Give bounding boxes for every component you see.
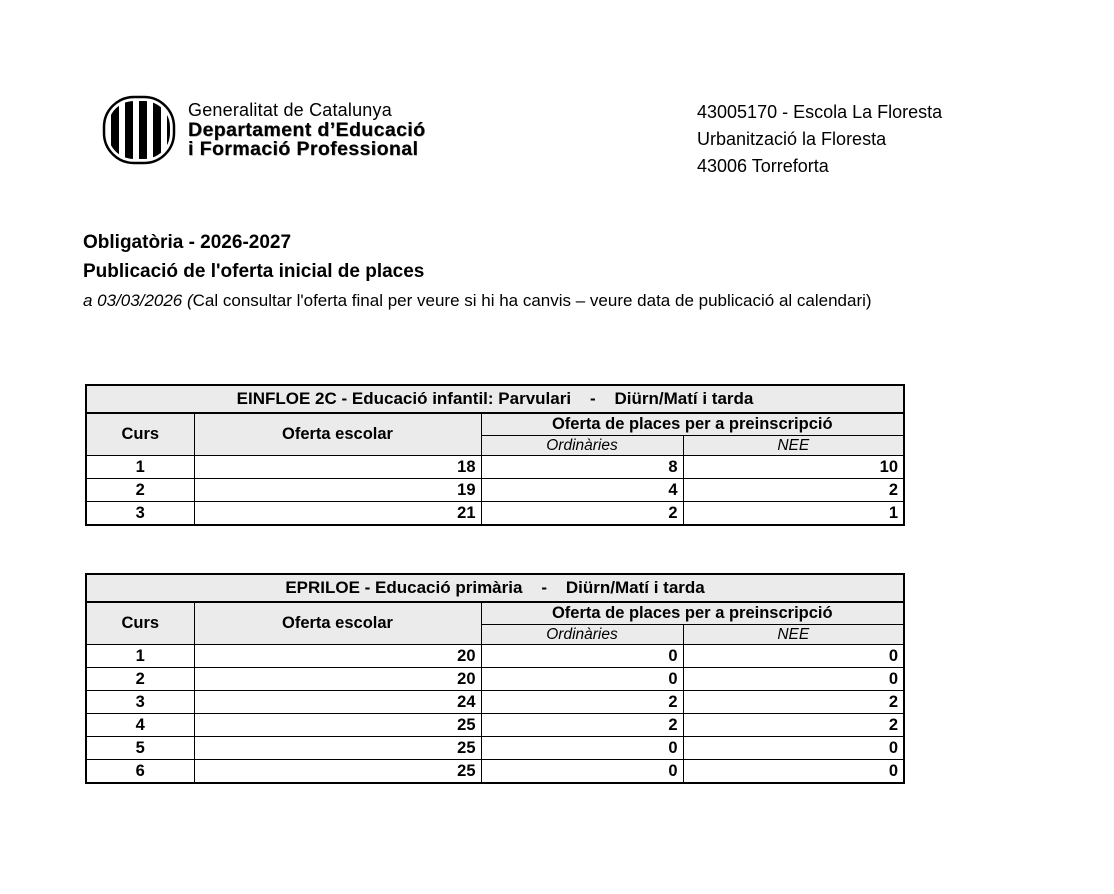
generalitat-senyera-icon	[100, 94, 178, 166]
table-row	[86, 737, 904, 760]
publication-note	[83, 286, 872, 315]
cell-nee: 0	[683, 737, 904, 760]
school-city: 43006 Torreforta	[697, 156, 829, 176]
cell-ordinaries: 2	[481, 502, 683, 526]
col-header-preinscripcio-group: Oferta de places per a preinscripció	[481, 602, 904, 625]
cell-oferta-escolar: 20	[194, 668, 481, 691]
school-address: Urbanització la Floresta	[697, 129, 887, 149]
cell-ordinaries: 0	[481, 737, 683, 760]
cell-ordinaries: 2	[481, 691, 683, 714]
cell-curs: 3	[86, 502, 194, 526]
cell-curs: 1	[86, 456, 194, 479]
logo-text-block	[188, 94, 425, 160]
table-row	[86, 691, 904, 714]
cell-oferta-escolar: 25	[194, 737, 481, 760]
cell-curs: 3	[86, 691, 194, 714]
table-row	[86, 456, 904, 479]
cell-ordinaries: 8	[481, 456, 683, 479]
cell-nee: 0	[683, 760, 904, 784]
logo-line-generalitat: Generalitat de Catalunya	[188, 100, 392, 120]
logo-line-departament: Departament d’Educació	[188, 118, 426, 141]
generalitat-header	[100, 94, 425, 166]
cell-curs: 1	[86, 645, 194, 668]
col-header-nee: NEE	[683, 436, 904, 456]
cell-curs: 6	[86, 760, 194, 784]
table-row	[86, 714, 904, 737]
col-header-ordinaries: Ordinàries	[481, 436, 683, 456]
cell-curs: 5	[86, 737, 194, 760]
cell-oferta-escolar: 20	[194, 645, 481, 668]
page-title: Publicació de l'oferta inicial de places	[83, 261, 425, 282]
col-header-nee: NEE	[683, 625, 904, 645]
cell-oferta-escolar: 24	[194, 691, 481, 714]
publication-note-text: Cal consultar l'oferta final per veure si hi ha canvis – veure data de publicació al calendari)	[192, 291, 872, 310]
cell-nee: 0	[683, 668, 904, 691]
cell-nee: 10	[683, 456, 904, 479]
col-header-curs: Curs	[86, 602, 194, 645]
offer-table-einfloe	[85, 384, 905, 526]
cell-nee: 2	[683, 691, 904, 714]
cell-nee: 2	[683, 479, 904, 502]
col-header-ordinaries: Ordinàries	[481, 625, 683, 645]
cell-oferta-escolar: 21	[194, 502, 481, 526]
cell-oferta-escolar: 25	[194, 714, 481, 737]
program-title: Obligatòria - 2026-2027	[83, 232, 292, 253]
cell-ordinaries: 0	[481, 668, 683, 691]
cell-ordinaries: 2	[481, 714, 683, 737]
cell-oferta-escolar: 19	[194, 479, 481, 502]
cell-curs: 2	[86, 668, 194, 691]
table-row	[86, 645, 904, 668]
table-row	[86, 479, 904, 502]
col-header-oferta-escolar: Oferta escolar	[194, 602, 481, 645]
table-row	[86, 502, 904, 526]
table-body	[86, 645, 904, 784]
cell-nee: 1	[683, 502, 904, 526]
offer-table-einfloe-wrap	[85, 384, 905, 526]
offer-table-epriloe	[85, 573, 905, 784]
table-row	[86, 760, 904, 784]
table-title: EPRILOE - Educació primària - Diürn/Matí i tarda	[86, 574, 904, 602]
cell-nee: 2	[683, 714, 904, 737]
cell-curs: 2	[86, 479, 194, 502]
cell-ordinaries: 0	[481, 645, 683, 668]
table-row	[86, 668, 904, 691]
offer-table-epriloe-wrap	[85, 573, 905, 784]
publication-date: a 03/03/2026 (	[83, 291, 193, 310]
school-code-name: 43005170 - Escola La Floresta	[697, 102, 943, 122]
cell-curs: 4	[86, 714, 194, 737]
col-header-preinscripcio-group: Oferta de places per a preinscripció	[481, 413, 904, 436]
col-header-curs: Curs	[86, 413, 194, 456]
school-info-block	[697, 99, 942, 180]
table-body	[86, 456, 904, 526]
cell-ordinaries: 0	[481, 760, 683, 784]
cell-nee: 0	[683, 645, 904, 668]
cell-oferta-escolar: 18	[194, 456, 481, 479]
col-header-oferta-escolar: Oferta escolar	[194, 413, 481, 456]
table-title: EINFLOE 2C - Educació infantil: Parvulari - Diürn/Matí i tarda	[86, 385, 904, 413]
logo-line-formacio: i Formació Professional	[188, 138, 419, 160]
document-title-block	[83, 228, 872, 315]
cell-ordinaries: 4	[481, 479, 683, 502]
cell-oferta-escolar: 25	[194, 760, 481, 784]
